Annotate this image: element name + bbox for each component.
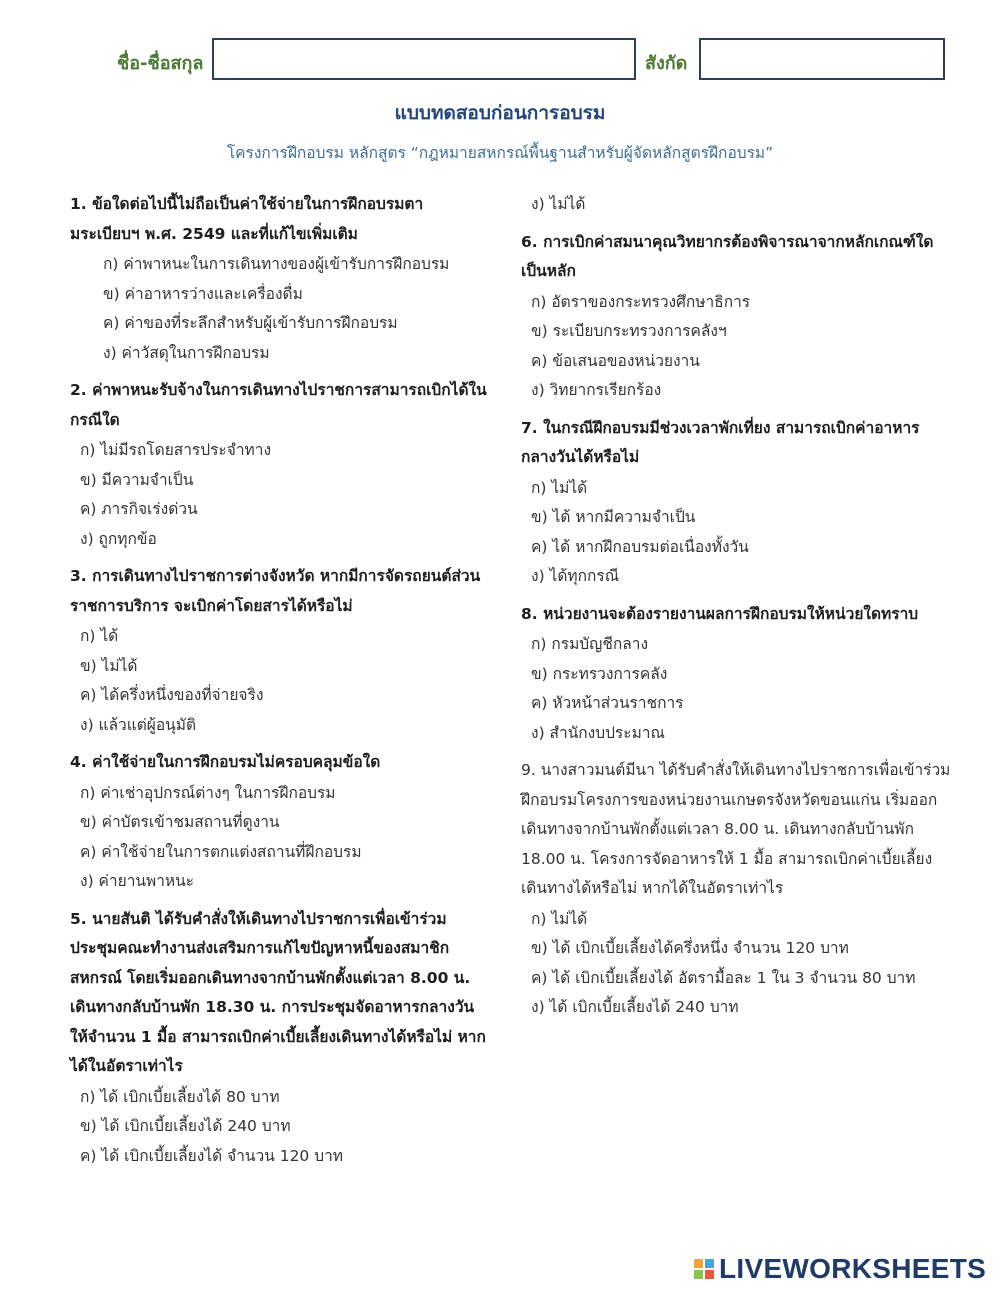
option-list xyxy=(521,905,951,1023)
option[interactable]: ก) ได้ xyxy=(80,627,119,645)
right-column xyxy=(521,190,951,1031)
option-list xyxy=(70,779,490,897)
question-2 xyxy=(70,376,490,554)
option-list xyxy=(70,250,490,368)
option[interactable]: ง) ค่ายานพาหนะ xyxy=(80,872,195,890)
option[interactable]: ง) แล้วแต่ผู้อนุมัติ xyxy=(80,715,197,734)
question-text: 3. การเดินทางไปราชการต่างจังหวัด หากมีการจัดรถยนต์ส่วนราชการบริการ จะเบิกค่าโดยสารได้หรือไม่ xyxy=(70,567,481,615)
logo-square xyxy=(704,1269,715,1280)
option-list-continued xyxy=(521,190,951,220)
option[interactable]: ข) ได้ เบิกเบี้ยเลี้ยงได้ครึ่งหนึ่ง จำนวน 120 บาท xyxy=(531,939,849,957)
logo-square xyxy=(704,1258,715,1269)
option-list xyxy=(70,1083,490,1172)
option[interactable]: ง) ไม่ได้ xyxy=(531,195,586,213)
option[interactable]: ค) หัวหน้าส่วนราชการ xyxy=(531,694,684,712)
option[interactable]: ค) ค่าใช้จ่ายในการตกแต่งสถานที่ฝึกอบรม xyxy=(80,842,362,861)
option[interactable]: ค) ค่าของที่ระลึกสำหรับผู้เข้ารับการฝึกอบรม xyxy=(103,314,398,332)
option[interactable]: ก) กรมบัญชีกลาง xyxy=(531,635,649,653)
option[interactable]: ค) ได้ครึ่งหนึ่งของที่จ่ายจริง xyxy=(80,686,264,704)
option[interactable]: ข) กระทรวงการคลัง xyxy=(531,664,668,683)
option[interactable]: ค) ภารกิจเร่งด่วน xyxy=(80,500,198,518)
question-9 xyxy=(521,756,951,1023)
option[interactable]: ง) ได้ เบิกเบี้ยเลี้ยงได้ 240 บาท xyxy=(531,998,739,1016)
option[interactable]: ง) วิทยากรเรียกร้อง xyxy=(531,381,662,399)
option-list xyxy=(521,630,951,748)
option[interactable]: ก) ค่าพาหนะในการเดินทางของผู้เข้ารับการฝึกอบรม xyxy=(103,255,450,273)
option[interactable]: ง) ได้ทุกกรณี xyxy=(531,567,620,585)
option[interactable]: ข) ไม่ได้ xyxy=(80,656,138,675)
question-3 xyxy=(70,562,490,740)
name-input-box[interactable] xyxy=(212,38,636,80)
brand-text: LIVEWORKSHEETS xyxy=(719,1253,987,1284)
left-column xyxy=(70,190,490,1179)
option[interactable]: ก) ไม่มีรถโดยสารประจำทาง xyxy=(80,441,272,459)
option[interactable]: ค) ได้ เบิกเบี้ยเลี้ยงได้ อัตรามื้อละ 1 ใน 3 จำนวน 80 บาท xyxy=(531,968,916,987)
option[interactable]: ค) ข้อเสนอของหน่วยงาน xyxy=(531,351,700,370)
question-text: 8. หน่วยงานจะต้องรายงานผลการฝึกอบรมให้หน่วยใดทราบ xyxy=(521,604,919,623)
question-7 xyxy=(521,414,951,592)
option[interactable]: ข) ได้ เบิกเบี้ยเลี้ยงได้ 240 บาท xyxy=(80,1117,291,1135)
option[interactable]: ค) ได้ หากฝึกอบรมต่อเนื่องทั้งวัน xyxy=(531,537,749,556)
question-4 xyxy=(70,748,490,897)
question-text: 9. นางสาวมนต์มีนา ได้รับคำสั่งให้เดินทางไปราชการเพื่อเข้าร่วมฝึกอบรมโครงการของหน่วยงานเกษตรจังหวัดขอนแก่น เริ่มออกเดินทางจากบ้านพักตั้งแต่เวลา 8.00 น. เดินทางกลับบ้านพัก 18.00 น. โครงการจัดอาหารให้ 1 มื้อ สามารถเบิกค่าเบี้ยเลี้ยงเดินทางได้หรือไม่ หากได้ในอัตราเท่าไร xyxy=(521,761,951,897)
option[interactable]: ก) ค่าเช่าอุปกรณ์ต่างๆ ในการฝึกอบรม xyxy=(80,783,336,802)
brand-logo[interactable] xyxy=(693,1252,986,1286)
option[interactable]: ก) อัตราของกระทรวงศึกษาธิการ xyxy=(531,292,751,311)
option-list xyxy=(70,622,490,740)
question-text: 4. ค่าใช้จ่ายในการฝึกอบรมไม่ครอบคลุมข้อใด xyxy=(70,753,381,771)
option[interactable]: ข) ค่าอาหารว่างและเครื่องดื่ม xyxy=(103,284,303,303)
question-text: 5. นายสันติ ได้รับคำสั่งให้เดินทางไปราชการเพื่อเข้าร่วมประชุมคณะทำงานส่งเสริมการแก้ไขปัญหาหนี้ของสมาชิกสหกรณ์ โดยเริ่มออกเดินทางจากบ้านพักตั้งแต่เวลา 8.00 น. เดินทางกลับบ้านพัก 18.30 น. การประชุมจัดอาหารกลางวันให้จำนวน 1 มื้อ สามารถเบิกค่าเบี้ยเลี้ยงเดินทางได้หรือไม่ หากได้ในอัตราเท่าไร xyxy=(70,909,486,1075)
header-row xyxy=(0,38,1000,84)
option[interactable]: ก) ไม่ได้ xyxy=(531,478,588,497)
question-1 xyxy=(70,190,490,368)
option[interactable]: ง) ค่าวัสดุในการฝึกอบรม xyxy=(103,343,270,362)
option[interactable]: ข) ได้ หากมีความจำเป็น xyxy=(531,508,696,526)
affiliation-label: สังกัด xyxy=(645,53,688,74)
name-label: ชื่อ-ชื่อสกุล xyxy=(117,53,204,74)
option[interactable]: ข) ค่าบัตรเข้าชมสถานที่ดูงาน xyxy=(80,813,280,831)
question-5 xyxy=(70,905,490,1172)
question-6 xyxy=(521,228,951,406)
affiliation-input-box[interactable] xyxy=(699,38,945,80)
question-8 xyxy=(521,600,951,749)
option[interactable]: ค) ได้ เบิกเบี้ยเลี้ยงได้ จำนวน 120 บาท xyxy=(80,1146,343,1165)
liveworksheets-logo-icon xyxy=(693,1258,715,1280)
option-list xyxy=(70,436,490,554)
question-text: 1. ข้อใดต่อไปนี้ไม่ถือเป็นค่าใช้จ่ายในการฝึกอบรมตามระเบียบฯ พ.ศ. 2549 และที่แก้ไขเพิ่มเติม xyxy=(70,195,424,243)
option[interactable]: ง) ถูกทุกข้อ xyxy=(80,529,157,548)
option[interactable]: ข) มีความจำเป็น xyxy=(80,470,194,489)
option-list xyxy=(521,288,951,406)
page-title: แบบทดสอบก่อนการอบรม xyxy=(394,102,606,124)
question-text: 7. ในกรณีฝึกอบรมมีช่วงเวลาพักเที่ยง สามารถเบิกค่าอาหารกลางวันได้หรือไม่ xyxy=(521,418,920,466)
option[interactable]: ข) ระเบียบกระทรวงการคลังฯ xyxy=(531,322,727,340)
question-text: 6. การเบิกค่าสมนาคุณวิทยากรต้องพิจารณาจากหลักเกณฑ์ใดเป็นหลัก xyxy=(521,232,934,280)
option-list xyxy=(521,474,951,592)
logo-square xyxy=(693,1269,704,1280)
option[interactable]: ง) สำนักงบประมาณ xyxy=(531,723,665,742)
question-text: 2. ค่าพาหนะรับจ้างในการเดินทางไปราชการสามารถเบิกได้ในกรณีใด xyxy=(70,381,487,429)
logo-square xyxy=(693,1258,704,1269)
option[interactable]: ก) ได้ เบิกเบี้ยเลี้ยงได้ 80 บาท xyxy=(80,1087,280,1106)
option[interactable]: ก) ไม่ได้ xyxy=(531,909,588,928)
page-subtitle: โครงการฝึกอบรม หลักสูตร “กฎหมายสหกรณ์พื้นฐานสำหรับผู้จัดหลักสูตรฝึกอบรม” xyxy=(226,144,774,162)
